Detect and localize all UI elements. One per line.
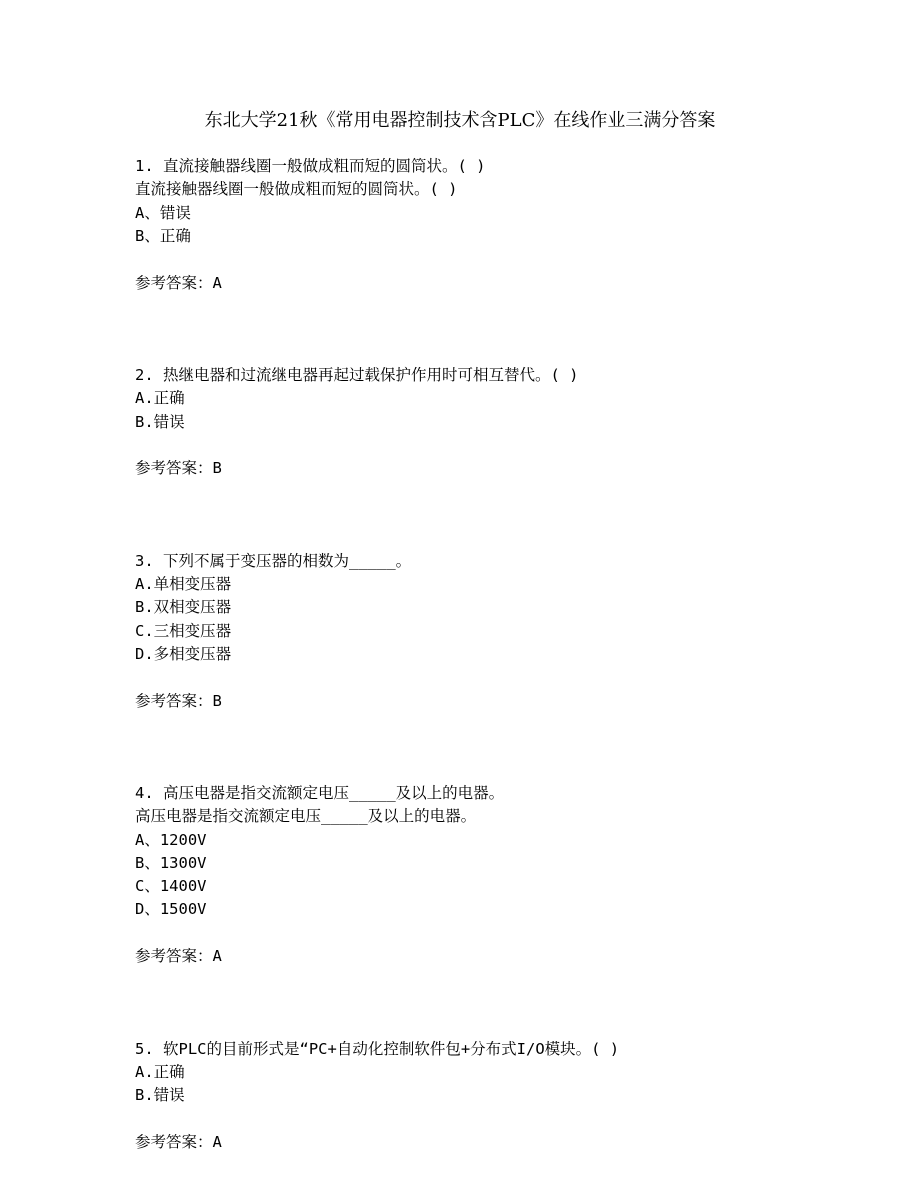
- reference-answer: 参考答案：B: [135, 459, 222, 478]
- question-stem: 2. 热继电器和过流继电器再起过载保护作用时可相互替代。( ): [135, 365, 579, 384]
- option-c: C.三相变压器: [135, 621, 232, 640]
- reference-answer: 参考答案：A: [135, 273, 222, 292]
- question-1: [135, 155, 855, 295]
- question-list: [135, 155, 855, 1154]
- question-3: [135, 550, 855, 713]
- option-b: B.错误: [135, 1086, 185, 1105]
- option-c: C、1400V: [135, 877, 207, 896]
- option-a: A、1200V: [135, 830, 207, 849]
- option-b: B、1300V: [135, 853, 207, 872]
- reference-answer: 参考答案：A: [135, 1132, 222, 1151]
- option-d: D、1500V: [135, 900, 207, 919]
- option-a: A.正确: [135, 389, 185, 408]
- question-stem: 4. 高压电器是指交流额定电压_____及以上的电器。: [135, 783, 505, 802]
- question-separator: [135, 295, 855, 364]
- question-separator: [135, 713, 855, 782]
- reference-answer: 参考答案：B: [135, 691, 222, 710]
- question-5: [135, 1038, 855, 1155]
- question-restatement: 直流接触器线圈一般做成粗而短的圆筒状。( ): [135, 180, 458, 199]
- option-b: B.双相变压器: [135, 598, 232, 617]
- question-restatement: 高压电器是指交流额定电压_____及以上的电器。: [135, 807, 477, 826]
- document-title: 东北大学21秋《常用电器控制技术含PLC》在线作业三满分答案: [204, 110, 716, 131]
- option-a: A.正确: [135, 1062, 185, 1081]
- question-separator: [135, 969, 855, 1038]
- option-b: B、正确: [135, 226, 191, 245]
- question-stem: 1. 直流接触器线圈一般做成粗而短的圆筒状。( ): [135, 157, 486, 175]
- option-d: D.多相变压器: [135, 644, 232, 663]
- question-stem: 3. 下列不属于变压器的相数为_____。: [135, 551, 412, 570]
- question-stem: 5. 软PLC的目前形式是“PC+自动化控制软件包+分布式I/O模块。( ): [135, 1039, 620, 1058]
- reference-answer: 参考答案：A: [135, 947, 222, 966]
- option-b: B.错误: [135, 412, 185, 431]
- option-a: A、错误: [135, 203, 191, 222]
- option-a: A.单相变压器: [135, 574, 232, 593]
- question-4: [135, 782, 855, 969]
- question-2: [135, 364, 855, 481]
- question-separator: [135, 481, 855, 550]
